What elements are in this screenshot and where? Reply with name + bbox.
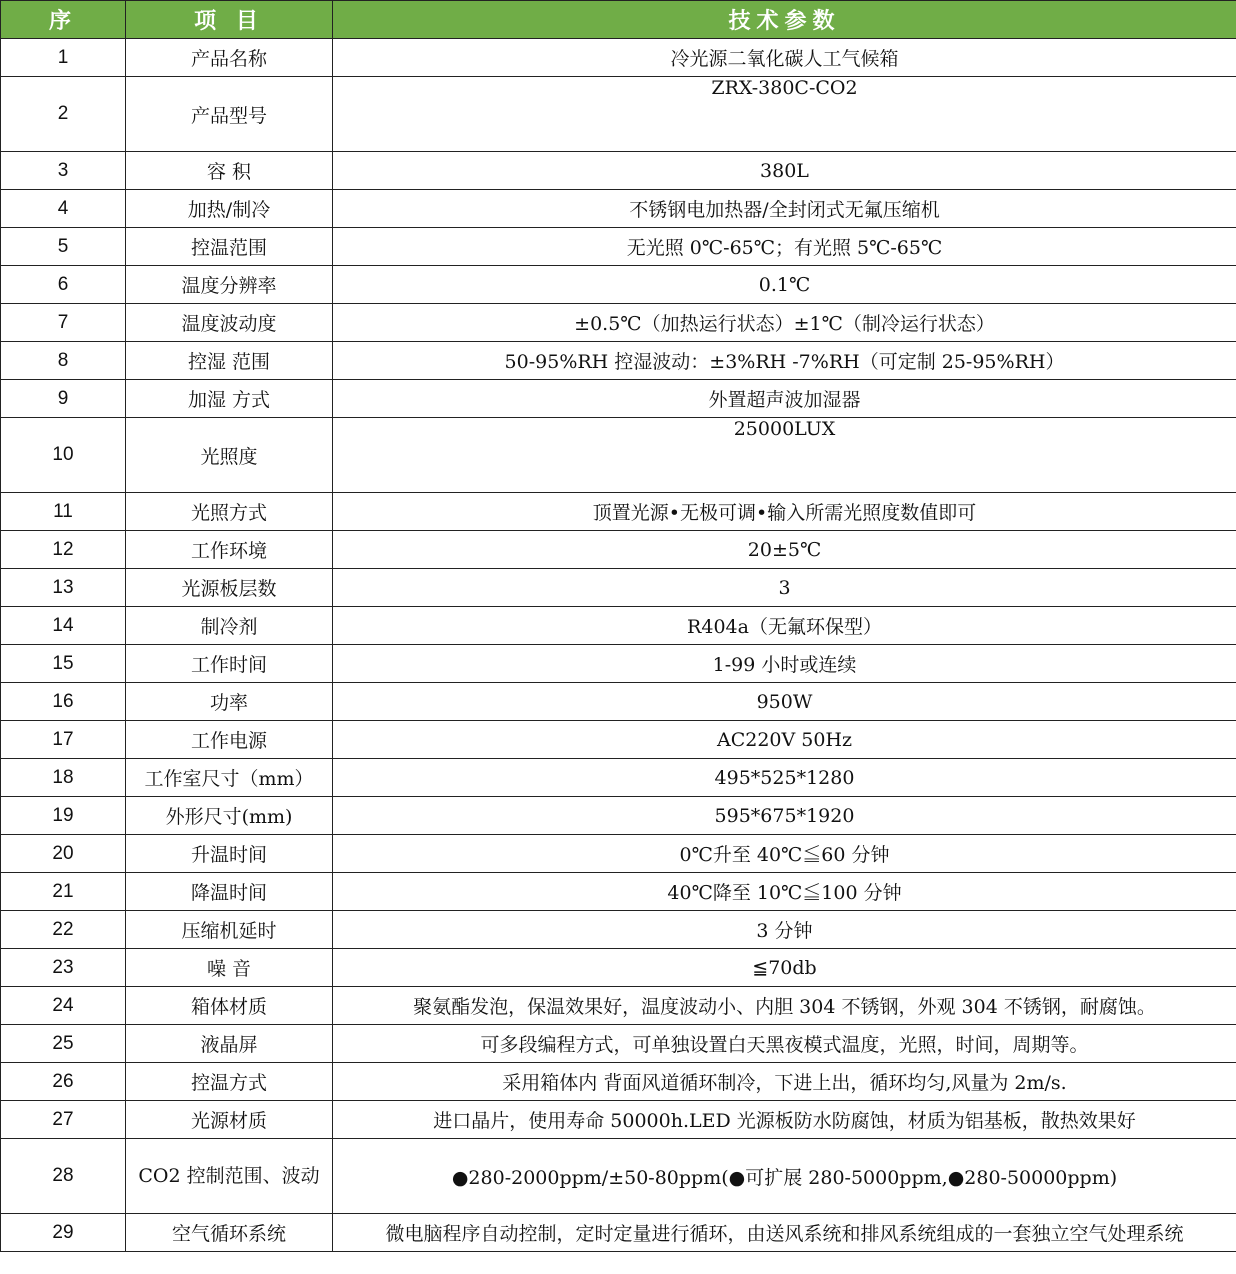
row-no: 22: [1, 911, 126, 949]
row-value: 40℃降至 10℃≦100 分钟: [333, 873, 1236, 911]
row-no: 8: [1, 342, 126, 380]
header-no: 序: [1, 1, 126, 39]
row-item: 温度波动度: [126, 304, 333, 342]
table-row: [1, 1139, 1236, 1214]
table-row: [1, 911, 1236, 949]
table-row: [1, 683, 1236, 721]
table-row: [1, 152, 1236, 190]
row-item: 控湿 范围: [126, 342, 333, 380]
row-no: 5: [1, 228, 126, 266]
row-item: 产品型号: [126, 77, 333, 152]
row-value: 3: [333, 569, 1236, 607]
row-item: 空气循环系统: [126, 1214, 333, 1252]
row-item: 工作环境: [126, 531, 333, 569]
row-value: 20±5℃: [333, 531, 1236, 569]
row-no: 1: [1, 39, 126, 77]
row-item: 容 积: [126, 152, 333, 190]
table-row: [1, 418, 1236, 493]
row-value: 1-99 小时或连续: [333, 645, 1236, 683]
row-item: 制冷剂: [126, 607, 333, 645]
row-value: ≦70db: [333, 949, 1236, 987]
row-value: ±0.5℃（加热运行状态）±1℃（制冷运行状态）: [333, 304, 1236, 342]
row-value: 无光照 0℃-65℃；有光照 5℃-65℃: [333, 228, 1236, 266]
row-no: 4: [1, 190, 126, 228]
row-item: 功率: [126, 683, 333, 721]
row-item: 光源材质: [126, 1101, 333, 1139]
table-row: [1, 569, 1236, 607]
row-item: CO2 控制范围、波动: [126, 1139, 333, 1214]
row-no: 12: [1, 531, 126, 569]
row-value: 25000LUX: [333, 418, 1236, 493]
row-no: 18: [1, 759, 126, 797]
row-no: 17: [1, 721, 126, 759]
table-row: [1, 987, 1236, 1025]
table-row: [1, 1101, 1236, 1139]
row-item: 光源板层数: [126, 569, 333, 607]
header-row: [1, 1, 1236, 39]
row-item: 箱体材质: [126, 987, 333, 1025]
row-no: 19: [1, 797, 126, 835]
table-row: [1, 1063, 1236, 1101]
row-no: 15: [1, 645, 126, 683]
row-value: 聚氨酯发泡，保温效果好，温度波动小、内胆 304 不锈钢，外观 304 不锈钢，耐腐蚀。: [333, 987, 1236, 1025]
row-item: 降温时间: [126, 873, 333, 911]
row-no: 27: [1, 1101, 126, 1139]
row-value: 0℃升至 40℃≦60 分钟: [333, 835, 1236, 873]
header-item: 项 目: [126, 1, 333, 39]
row-no: 24: [1, 987, 126, 1025]
table-row: [1, 873, 1236, 911]
table-row: [1, 493, 1236, 531]
row-item: 控温范围: [126, 228, 333, 266]
row-no: 21: [1, 873, 126, 911]
row-no: 26: [1, 1063, 126, 1101]
row-no: 28: [1, 1139, 126, 1214]
table-row: [1, 759, 1236, 797]
row-value: 0.1℃: [333, 266, 1236, 304]
row-no: 9: [1, 380, 126, 418]
table-row: [1, 949, 1236, 987]
row-no: 3: [1, 152, 126, 190]
row-no: 14: [1, 607, 126, 645]
row-value: 595*675*1920: [333, 797, 1236, 835]
row-item: 液晶屏: [126, 1025, 333, 1063]
row-value: 冷光源二氧化碳人工气候箱: [333, 39, 1236, 77]
row-no: 10: [1, 418, 126, 493]
row-item: 工作时间: [126, 645, 333, 683]
table-row: [1, 797, 1236, 835]
header-param: 技术参数: [333, 1, 1236, 39]
row-no: 20: [1, 835, 126, 873]
row-no: 13: [1, 569, 126, 607]
row-no: 6: [1, 266, 126, 304]
row-item: 温度分辨率: [126, 266, 333, 304]
row-item: 压缩机延时: [126, 911, 333, 949]
row-value: ●280-2000ppm/±50-80ppm(●可扩展 280-5000ppm,●280-50000ppm): [333, 1139, 1236, 1214]
row-no: 2: [1, 77, 126, 152]
row-value: 顶置光源•无极可调•输入所需光照度数值即可: [333, 493, 1236, 531]
table-row: [1, 607, 1236, 645]
table-row: [1, 266, 1236, 304]
table-row: [1, 721, 1236, 759]
row-item: 工作电源: [126, 721, 333, 759]
row-value: AC220V 50Hz: [333, 721, 1236, 759]
row-value: ZRX-380C-CO2: [333, 77, 1236, 152]
row-no: 25: [1, 1025, 126, 1063]
row-item: 加湿 方式: [126, 380, 333, 418]
row-value: 外置超声波加湿器: [333, 380, 1236, 418]
row-item: 光照方式: [126, 493, 333, 531]
row-no: 23: [1, 949, 126, 987]
row-value: 微电脑程序自动控制，定时定量进行循环，由送风系统和排风系统组成的一套独立空气处理系统: [333, 1214, 1236, 1252]
table-row: [1, 1025, 1236, 1063]
table-row: [1, 835, 1236, 873]
row-value: 可多段编程方式，可单独设置白天黑夜模式温度，光照，时间，周期等。: [333, 1025, 1236, 1063]
table-row: [1, 39, 1236, 77]
row-no: 11: [1, 493, 126, 531]
row-value: 采用箱体内 背面风道循环制冷，下进上出，循环均匀,风量为 2m/s.: [333, 1063, 1236, 1101]
row-item: 光照度: [126, 418, 333, 493]
row-value: 不锈钢电加热器/全封闭式无氟压缩机: [333, 190, 1236, 228]
row-value: 380L: [333, 152, 1236, 190]
table-row: [1, 645, 1236, 683]
row-value: 进口晶片，使用寿命 50000h.LED 光源板防水防腐蚀，材质为铝基板，散热效果好: [333, 1101, 1236, 1139]
row-item: 噪 音: [126, 949, 333, 987]
row-item: 控温方式: [126, 1063, 333, 1101]
row-no: 7: [1, 304, 126, 342]
table-row: [1, 342, 1236, 380]
table-row: [1, 190, 1236, 228]
row-no: 16: [1, 683, 126, 721]
row-value: 3 分钟: [333, 911, 1236, 949]
row-value: 50-95%RH 控湿波动：±3%RH -7%RH（可定制 25-95%RH）: [333, 342, 1236, 380]
table-row: [1, 228, 1236, 266]
row-item: 加热/制冷: [126, 190, 333, 228]
row-item: 外形尺寸(mm): [126, 797, 333, 835]
row-item: 产品名称: [126, 39, 333, 77]
row-value: 950W: [333, 683, 1236, 721]
row-value: 495*525*1280: [333, 759, 1236, 797]
table-row: [1, 1214, 1236, 1252]
row-item: 工作室尺寸（mm）: [126, 759, 333, 797]
row-item: 升温时间: [126, 835, 333, 873]
table-row: [1, 531, 1236, 569]
table-row: [1, 77, 1236, 152]
row-value: R404a（无氟环保型）: [333, 607, 1236, 645]
row-no: 29: [1, 1214, 126, 1252]
table-row: [1, 380, 1236, 418]
table-row: [1, 304, 1236, 342]
